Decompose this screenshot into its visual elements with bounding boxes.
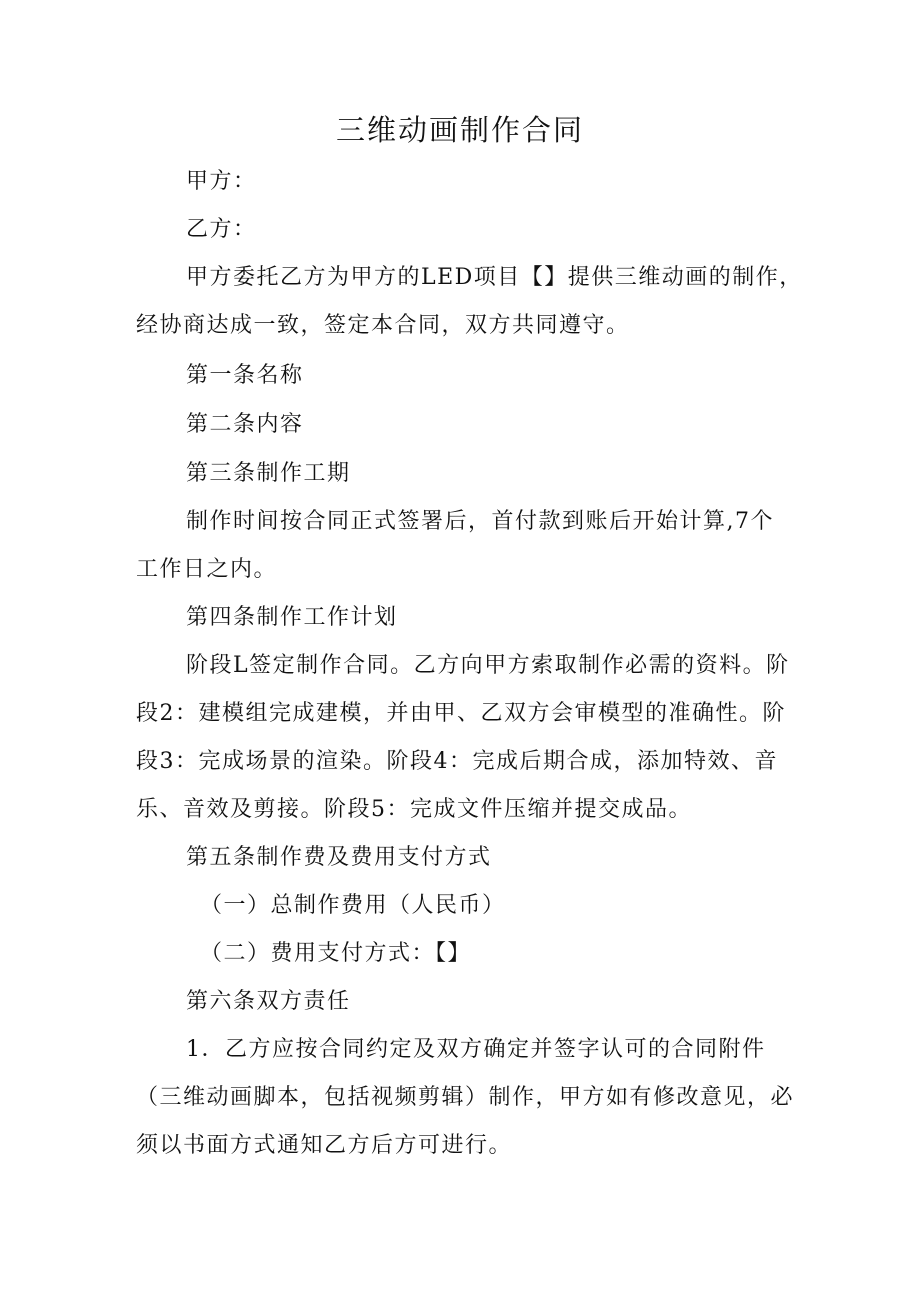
- article-5-item-2: （二）费用支付方式：【】: [200, 941, 472, 966]
- article-3-heading: 第三条制作工期: [186, 461, 351, 486]
- article-6-text-line-2: （三维动画脚本，包括视频剪辑）制作，甲方如有修改意见，必: [136, 1085, 795, 1110]
- article-6-text-line-1: 1．乙方应按合同约定及双方确定并签字认可的合同附件: [186, 1037, 766, 1062]
- article-4-heading: 第四条制作工作计划: [186, 605, 398, 630]
- article-6-text-line-3: 须以书面方式通知乙方后方可进行。: [136, 1133, 513, 1158]
- article-2-heading: 第二条内容: [186, 412, 304, 437]
- article-4-text-line-1: 阶段L签定制作合同。乙方向甲方索取制作必需的资料。阶: [186, 653, 790, 678]
- article-4-text-line-3: 段3：完成场景的渲染。阶段4：完成后期合成，添加特效、音: [136, 749, 778, 774]
- party-b-line: 乙方：: [186, 217, 257, 242]
- article-1-heading: 第一条名称: [186, 363, 304, 388]
- preamble-line-1: 甲方委托乙方为甲方的LED项目【】提供三维动画的制作，: [186, 265, 803, 290]
- article-4-text-line-4: 乐、音效及剪接。阶段5：完成文件压缩并提交成品。: [136, 797, 692, 822]
- article-3-text-line-2: 工作日之内。: [136, 557, 278, 582]
- article-5-item-1: （一）总制作费用（人民币）: [200, 893, 506, 918]
- article-5-heading: 第五条制作费及费用支付方式: [186, 845, 492, 870]
- article-4-text-line-2: 段2：建模组完成建模，并由甲、乙双方会审模型的准确性。阶: [136, 701, 786, 726]
- document-title: 三维动画制作合同: [335, 113, 584, 147]
- article-3-text-line-1: 制作时间按合同正式签署后，首付款到账后开始计算,7个: [186, 509, 774, 534]
- preamble-line-2: 经协商达成一致，签定本合同，双方共同遵守。: [136, 313, 630, 338]
- party-a-line: 甲方：: [186, 169, 257, 194]
- article-6-heading: 第六条双方责任: [186, 989, 351, 1014]
